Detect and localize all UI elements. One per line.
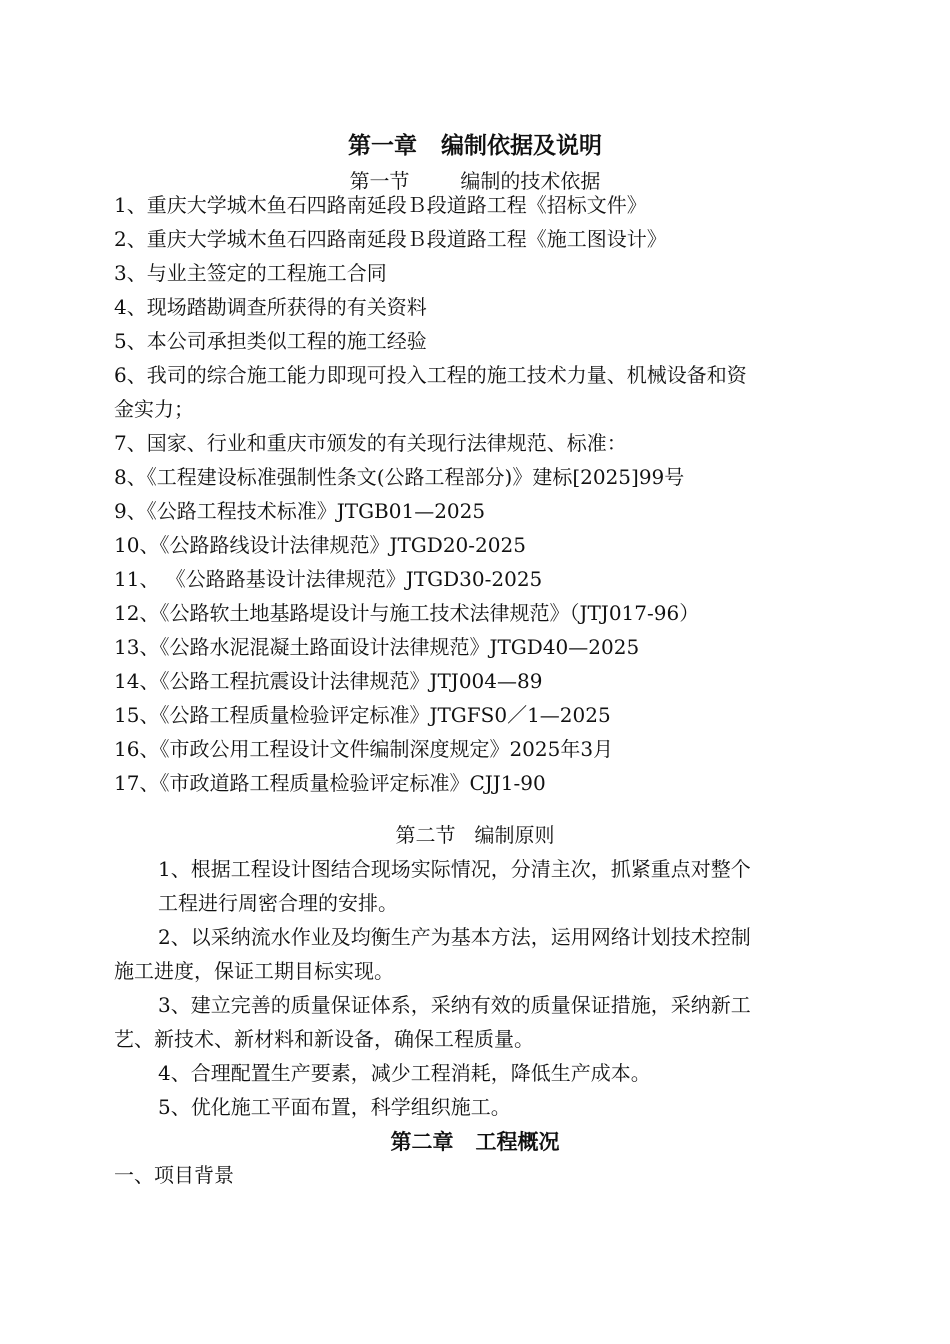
paragraph-line: 5、优化施工平面布置，科学组织施工。 xyxy=(158,1095,511,1119)
paragraph-line: 艺、新技术、新材料和新设备，确保工程质量。 xyxy=(114,1027,534,1051)
list-item: 16、《市政公用工程设计文件编制深度规定》2025年3月 xyxy=(114,737,614,761)
list-item: 9、《公路工程技术标准》JTGB01—2025 xyxy=(114,499,486,523)
list-item: 17、《市政道路工程质量检验评定标准》CJJ1-90 xyxy=(114,771,546,795)
list-item: 2、重庆大学城木鱼石四路南延段Ｂ段道路工程《施工图设计》 xyxy=(114,227,667,251)
list-item: 8、《工程建设标准强制性条文(公路工程部分)》建标[2025]99号 xyxy=(114,465,685,489)
list-item: 13、《公路水泥混凝土路面设计法律规范》JTGD40—2025 xyxy=(114,635,640,659)
paragraph-line: 3、建立完善的质量保证体系，采纳有效的质量保证措施，采纳新工 xyxy=(158,993,751,1017)
paragraph-line: 施工进度，保证工期目标实现。 xyxy=(114,959,394,983)
list-item: 一、项目背景 xyxy=(114,1163,234,1187)
list-item: 5、本公司承担类似工程的施工经验 xyxy=(114,329,427,353)
paragraph-line: 工程进行周密合理的安排。 xyxy=(158,891,398,915)
list-item: 10、《公路路线设计法律规范》JTGD20-2025 xyxy=(114,533,526,557)
chapter-title: 第二章 工程概况 xyxy=(390,1129,560,1154)
paragraph-line: 2、以采纳流水作业及均衡生产为基本方法，运用网络计划技术控制 xyxy=(158,925,751,949)
list-item: 4、现场踏勘调查所获得的有关资料 xyxy=(114,295,427,319)
paragraph-line: 4、合理配置生产要素，减少工程消耗，降低生产成本。 xyxy=(158,1061,651,1085)
section-title: 第一节 编制的技术依据 xyxy=(349,169,601,193)
list-item: 6、我司的综合施工能力即现可投入工程的施工技术力量、机械设备和资 xyxy=(114,363,747,387)
list-item: 15、《公路工程质量检验评定标准》JTGFS0／1—2025 xyxy=(114,703,611,727)
list-item: 11、 《公路路基设计法律规范》JTGD30-2025 xyxy=(114,567,543,591)
chapter-title: 第一章 编制依据及说明 xyxy=(347,132,603,159)
list-item: 1、重庆大学城木鱼石四路南延段Ｂ段道路工程《招标文件》 xyxy=(114,193,647,217)
list-item: 12、《公路软土地基路堤设计与施工技术法律规范》（JTJ017-96） xyxy=(114,601,700,625)
section-title: 第二节 编制原则 xyxy=(395,823,555,847)
list-item: 14、《公路工程抗震设计法律规范》JTJ004—89 xyxy=(114,669,543,693)
list-item: 3、与业主签定的工程施工合同 xyxy=(114,261,387,285)
paragraph-line: 1、根据工程设计图结合现场实际情况，分清主次，抓紧重点对整个 xyxy=(158,857,751,881)
list-item-continuation: 金实力； xyxy=(114,397,194,421)
list-item: 7、国家、行业和重庆市颁发的有关现行法律规范、标准： xyxy=(114,431,627,455)
